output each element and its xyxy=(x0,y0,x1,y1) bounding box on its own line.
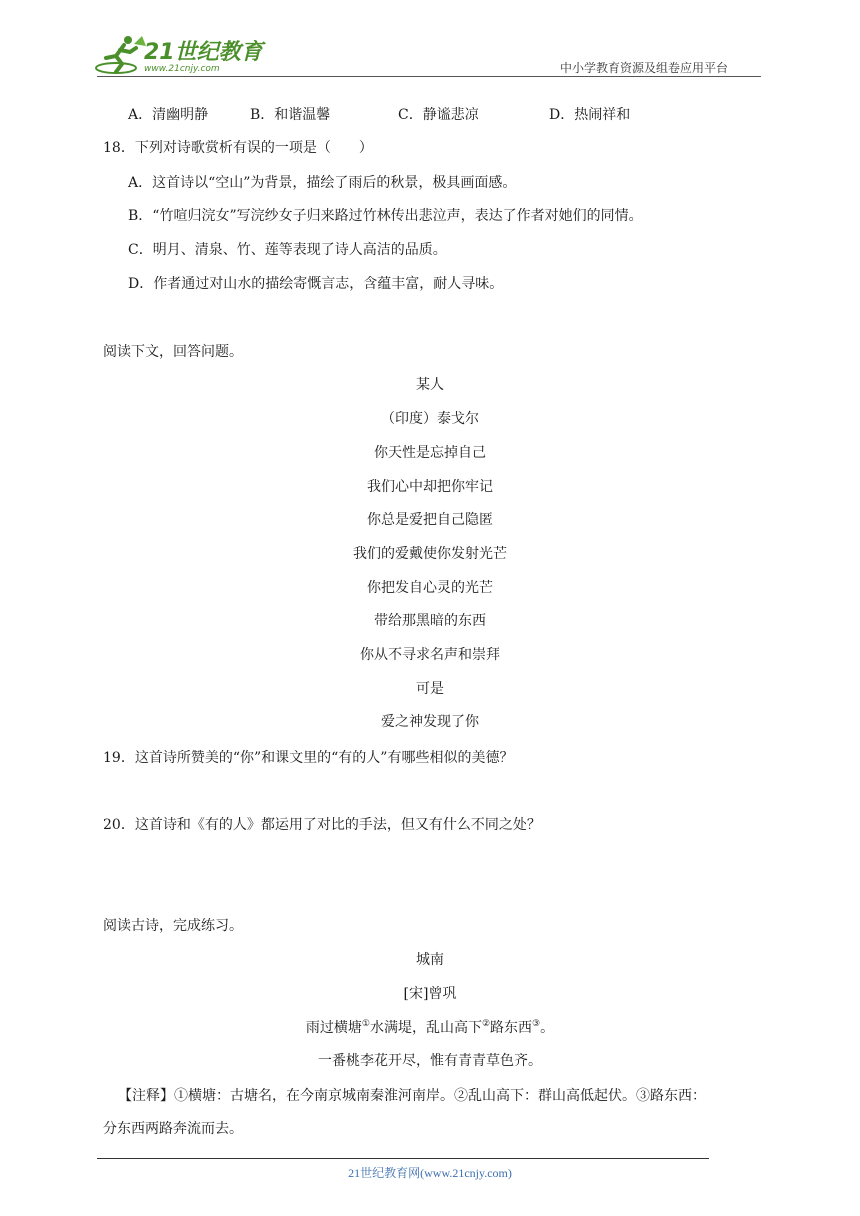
q20-stem: 20．这首诗和《有的人》都运用了对比的手法，但又有什么不同之处？ xyxy=(103,817,541,833)
q17-option-b: B．和谐温馨 xyxy=(250,107,331,123)
poem-line: 你总是爱把自己隐匿 xyxy=(367,512,493,528)
q18-stem: 18．下列对诗歌赏析有误的一项是（ ） xyxy=(103,140,373,156)
footnote-mark: ③ xyxy=(532,1019,541,1029)
reading2-title: 城南 xyxy=(416,952,444,968)
platform-title: 中小学教育资源及组卷应用平台 xyxy=(560,61,729,75)
footnote-mark: ① xyxy=(361,1019,370,1029)
header-divider xyxy=(97,76,761,77)
poem-line: 可是 xyxy=(416,681,444,697)
poem-line: 我们的爱戴使你发射光芒 xyxy=(353,546,507,562)
q18-option-a: A．这首诗以“空山”为背景，描绘了雨后的秋景，极具画面感。 xyxy=(128,175,517,191)
classical-poem-line-1: 雨过横塘①水满堤，乱山高下②路东西③。 xyxy=(305,1019,555,1036)
q19-stem: 19．这首诗所赞美的“你”和课文里的“有的人”有哪些相似的美德？ xyxy=(103,750,514,766)
reading2-author: [宋]曾巩 xyxy=(403,986,457,1002)
q17-option-a: A．清幽明静 xyxy=(128,107,209,123)
annotation-line-2: 分东西两路奔流而去。 xyxy=(103,1121,243,1137)
logo-main-text: 21世纪教育 xyxy=(144,40,263,65)
q18-option-c: C．明月、清泉、竹、莲等表现了诗人高洁的品质。 xyxy=(128,242,447,258)
q18-option-b: B．“竹喧归浣女”写浣纱女子归来路过竹林传出悲泣声，表达了作者对她们的同情。 xyxy=(128,208,643,224)
q17-option-d: D．热闹祥和 xyxy=(549,107,631,123)
site-logo[interactable] xyxy=(94,30,264,80)
poem-line: 你把发自心灵的光芒 xyxy=(367,580,493,596)
q18-option-d: D．作者通过对山水的描绘寄慨言志，含蕴丰富，耐人寻味。 xyxy=(128,276,504,292)
reading1-title: 某人 xyxy=(416,377,444,393)
classical-poem-line-2: 一番桃李花开尽，惟有青青草色齐。 xyxy=(318,1053,542,1069)
q17-option-c: C．静谧悲凉 xyxy=(398,107,479,123)
footer-link[interactable]: 21世纪教育网(www.21cnjy.com) xyxy=(348,1166,512,1180)
poem-line: 我们心中却把你牢记 xyxy=(367,479,493,495)
poem-line: 你天性是忘掉自己 xyxy=(374,445,486,461)
logo-url-text: www.21cnjy.com xyxy=(144,64,220,74)
poem-line: 你从不寻求名声和崇拜 xyxy=(360,647,500,663)
reading2-instruction: 阅读古诗，完成练习。 xyxy=(103,918,243,934)
reading1-author: （印度）泰戈尔 xyxy=(381,411,479,427)
footnote-mark: ② xyxy=(481,1019,491,1029)
annotation-line-1: 【注释】①横塘：古塘名，在今南京城南秦淮河南岸。②乱山高下：群山高低起伏。③路东西： xyxy=(118,1088,706,1104)
poem-line: 带给那黑暗的东西 xyxy=(374,613,486,629)
reading1-instruction: 阅读下文，回答问题。 xyxy=(103,344,243,360)
poem-line: 爱之神发现了你 xyxy=(381,714,479,730)
footer-divider xyxy=(97,1158,709,1159)
